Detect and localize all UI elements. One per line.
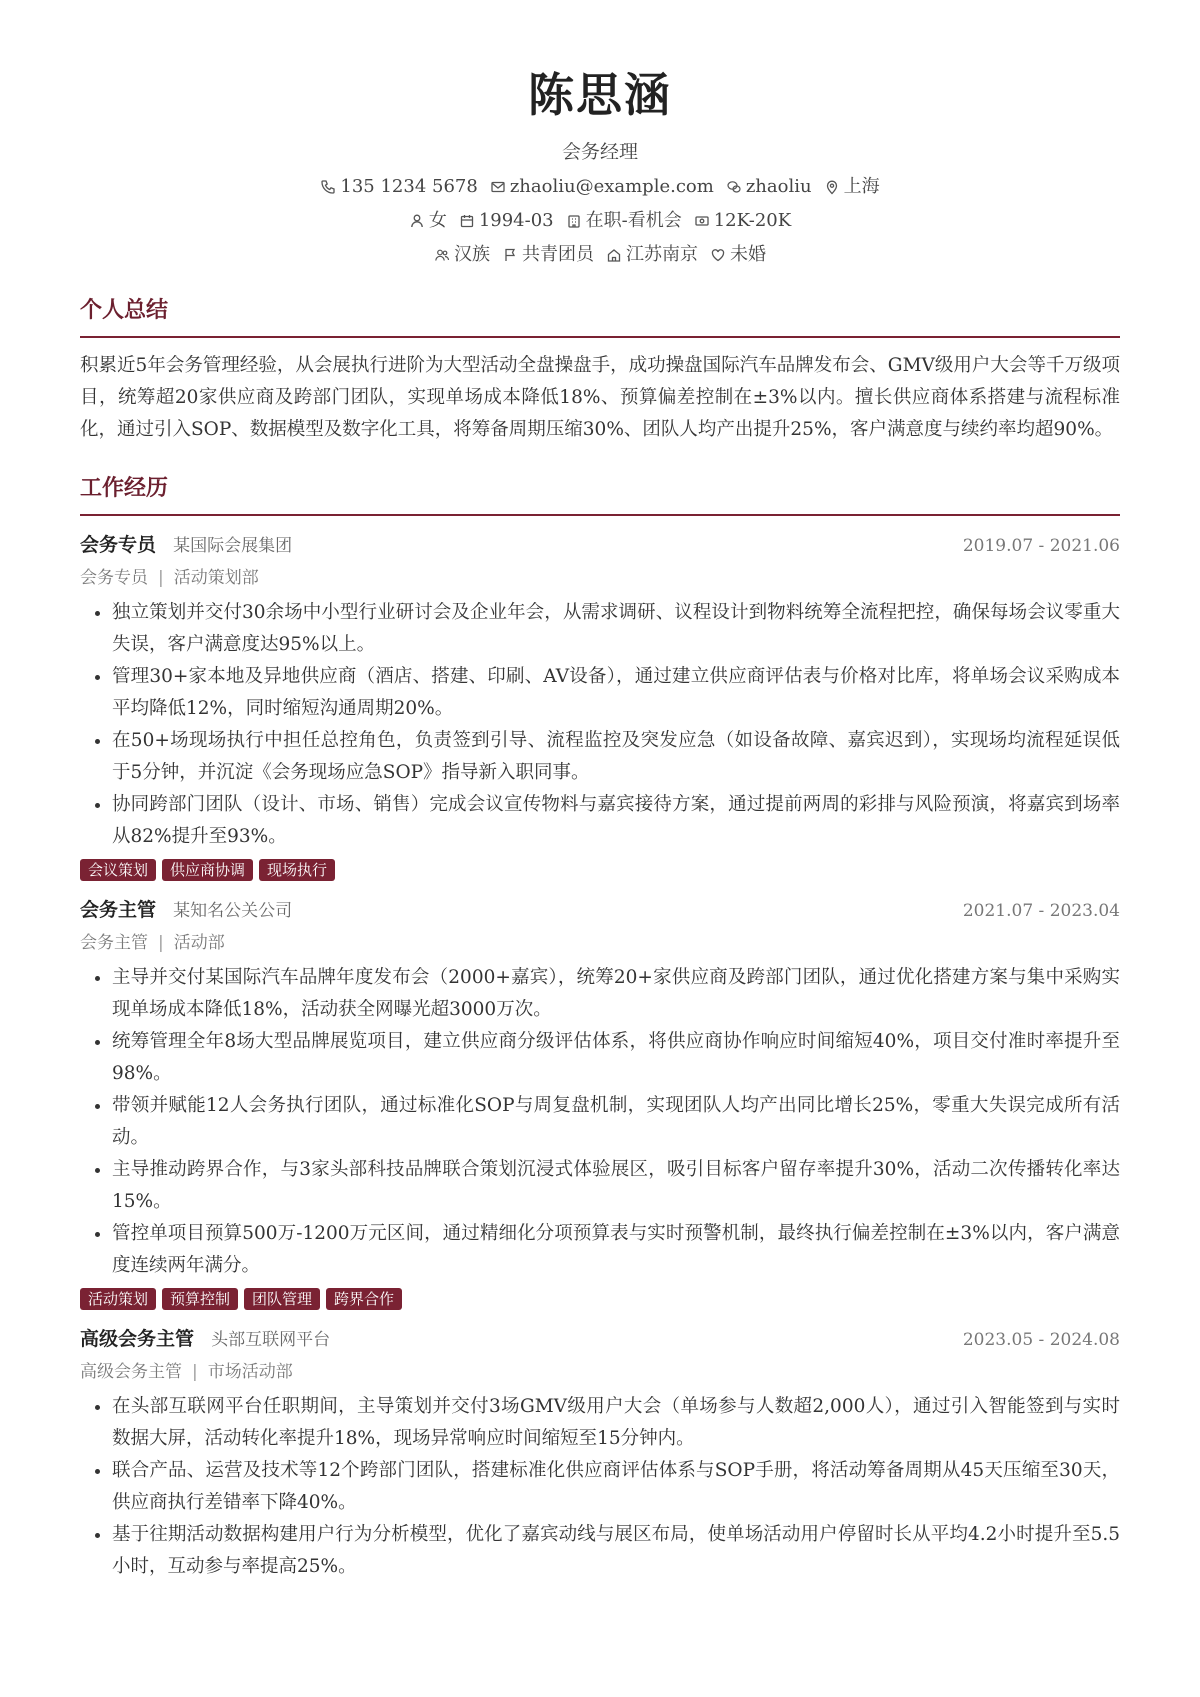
separator: |	[158, 568, 164, 588]
job-title: 会务经理	[561, 141, 638, 163]
job-header	[80, 1322, 1120, 1357]
marital-item	[710, 242, 766, 268]
job-bullet: • 管控单项目预算500万-1200万元区间，通过精细化分项预算表与实时预警机制，最终执行偏差控制在±3%以内，客户满意度连续两年满分。	[112, 1218, 1120, 1282]
group-icon	[434, 247, 450, 263]
summary-section	[80, 294, 1120, 446]
job-bullet: • 带领并赋能12人会务执行团队，通过标准化SOP与周复盘机制，实现团队人均产出同比增长25%，零重大失误完成所有活动。	[112, 1090, 1120, 1154]
contact-line	[80, 174, 1120, 200]
job-position: 会务专员	[80, 568, 148, 588]
phone-icon	[320, 179, 336, 195]
extra-line	[80, 242, 1120, 268]
calendar-icon	[459, 213, 475, 229]
summary-text: 积累近5年会务管理经验，从会展执行进阶为大型活动全盘操盘手，成功操盘国际汽车品牌发布会、GMV级用户大会等千万级项目，统筹超20家供应商及跨部门团队，实现单场成本降低18%、预算偏差控制在±3%以内。擅长供应商体系搭建与流程标准化，通过引入SOP、数据模型及数字化工具，将筹备周期压缩30%、团队人均产出提升25%，客户满意度与续约率均超90%。	[80, 355, 1120, 440]
email-item[interactable]	[490, 174, 714, 200]
resume-header	[80, 0, 1120, 268]
birth-item	[459, 208, 554, 234]
job-date: 2019.07 - 2021.06	[962, 536, 1120, 556]
job-entry	[80, 1322, 1120, 1583]
email-text: zhaoliu@example.com	[509, 176, 714, 197]
heart-icon	[710, 247, 726, 263]
job-bullet: • 协同跨部门团队（设计、市场、销售）完成会议宣传物料与嘉宾接待方案，通过提前两周的彩排与风险预演，将嘉宾到场率从82%提升至93%。	[112, 789, 1120, 853]
job-entry	[80, 528, 1120, 881]
skill-tag: 预算控制	[162, 1288, 238, 1310]
job-position: 会务主管	[80, 933, 148, 953]
gender-text: 女	[428, 210, 447, 231]
wechat-text: zhaoliu	[745, 176, 812, 197]
job-department: 市场活动部	[207, 1362, 293, 1382]
job-date: 2021.07 - 2023.04	[962, 901, 1120, 921]
job-company: 某国际会展集团	[173, 536, 293, 556]
job-position: 高级会务主管	[80, 1362, 182, 1382]
experience-section	[80, 472, 1120, 1583]
political-text: 共青团员	[522, 244, 594, 265]
job-bullet: • 主导推动跨界合作，与3家头部科技品牌联合策划沉浸式体验展区，吸引目标客户留存率提升30%，活动二次传播转化率达15%。	[112, 1154, 1120, 1218]
status-text: 在职-看机会	[585, 210, 682, 231]
candidate-name: 陈思涵	[528, 68, 672, 122]
job-role: 高级会务主管	[80, 1328, 195, 1350]
skill-tag: 活动策划	[80, 1288, 156, 1310]
job-date: 2023.05 - 2024.08	[962, 1330, 1120, 1350]
location-item	[824, 174, 880, 200]
job-department: 活动策划部	[173, 568, 259, 588]
job-bullet: • 联合产品、运营及技术等12个跨部门团队，搭建标准化供应商评估体系与SOP手册，将活动筹备周期从45天压缩至30天，供应商执行差错率下降40%。	[112, 1455, 1120, 1519]
status-item	[566, 208, 682, 234]
job-tags	[80, 1288, 1120, 1310]
user-icon	[409, 213, 425, 229]
job-bullet: • 主导并交付某国际汽车品牌年度发布会（2000+嘉宾），统筹20+家供应商及跨部门团队，通过优化搭建方案与集中采购实现单场成本降低18%，活动获全网曝光超3000万次。	[112, 962, 1120, 1026]
job-bullet: • 在50+场现场执行中担任总控角色，负责签到引导、流程监控及突发应急（如设备故障、嘉宾迟到），实现场均流程延误低于5分钟，并沉淀《会务现场应急SOP》指导新入职同事。	[112, 725, 1120, 789]
job-bullet: • 独立策划并交付30余场中小型行业研讨会及企业年会，从需求调研、议程设计到物料统筹全流程把控，确保每场会议零重大失误，客户满意度达95%以上。	[112, 597, 1120, 661]
job-role: 会务专员	[80, 534, 157, 556]
job-bullets	[80, 962, 1120, 1282]
skill-tag: 会议策划	[80, 859, 156, 881]
job-bullet: • 在头部互联网平台任职期间，主导策划并交付3场GMV级用户大会（单场参与人数超2,000人），通过引入智能签到与实时数据大屏，活动转化率提升18%，现场异常响应时间缩短至15分钟内。	[112, 1391, 1120, 1455]
experience-heading: 工作经历	[80, 472, 1120, 516]
job-bullets	[80, 1391, 1120, 1583]
hometown-text: 江苏南京	[626, 244, 698, 265]
building-icon	[566, 213, 582, 229]
skill-tag: 跨界合作	[326, 1288, 402, 1310]
job-role: 会务主管	[80, 899, 157, 921]
skill-tag: 现场执行	[259, 859, 335, 881]
wechat-icon	[726, 179, 742, 195]
job-bullet: • 基于往期活动数据构建用户行为分析模型，优化了嘉宾动线与展区布局，使单场活动用户停留时长从平均4.2小时提升至5.5小时，互动参与率提高25%。	[112, 1519, 1120, 1583]
job-bullets	[80, 597, 1120, 853]
job-tags	[80, 859, 1120, 881]
phone-item[interactable]	[320, 174, 477, 200]
mail-icon	[490, 179, 506, 195]
gender-item	[409, 208, 447, 234]
location-pin-icon	[824, 179, 840, 195]
marital-text: 未婚	[730, 244, 766, 265]
job-company: 头部互联网平台	[211, 1330, 331, 1350]
job-bullet: • 管理30+家本地及异地供应商（酒店、搭建、印刷、AV设备），通过建立供应商评估表与价格对比库，将单场会议采购成本平均降低12%，同时缩短沟通周期20%。	[112, 661, 1120, 725]
job-bullet: • 统筹管理全年8场大型品牌展览项目，建立供应商分级评估体系，将供应商协作响应时间缩短40%，项目交付准时率提升至98%。	[112, 1026, 1120, 1090]
location-text: 上海	[843, 176, 880, 197]
job-company: 某知名公关公司	[173, 901, 293, 921]
separator: |	[192, 1362, 198, 1382]
job-department: 活动部	[173, 933, 225, 953]
ethnicity-text: 汉族	[454, 244, 490, 265]
separator: |	[158, 933, 164, 953]
flag-icon	[502, 247, 518, 263]
hometown-item	[606, 242, 698, 268]
job-subline	[80, 1357, 1120, 1387]
job-header	[80, 528, 1120, 563]
political-item	[502, 242, 594, 268]
summary-heading: 个人总结	[80, 294, 1120, 338]
salary-text: 12K-20K	[713, 210, 792, 231]
home-icon	[606, 247, 622, 263]
skill-tag: 团队管理	[244, 1288, 320, 1310]
birth-text: 1994-03	[478, 210, 554, 231]
ethnicity-item	[434, 242, 490, 268]
job-subline	[80, 928, 1120, 958]
job-entry	[80, 893, 1120, 1310]
job-subline	[80, 563, 1120, 593]
phone-text: 135 1234 5678	[340, 176, 478, 197]
money-icon	[694, 213, 710, 229]
personal-line	[80, 208, 1120, 234]
salary-item	[694, 208, 791, 234]
job-header	[80, 893, 1120, 928]
skill-tag: 供应商协调	[162, 859, 253, 881]
wechat-item[interactable]	[726, 174, 812, 200]
